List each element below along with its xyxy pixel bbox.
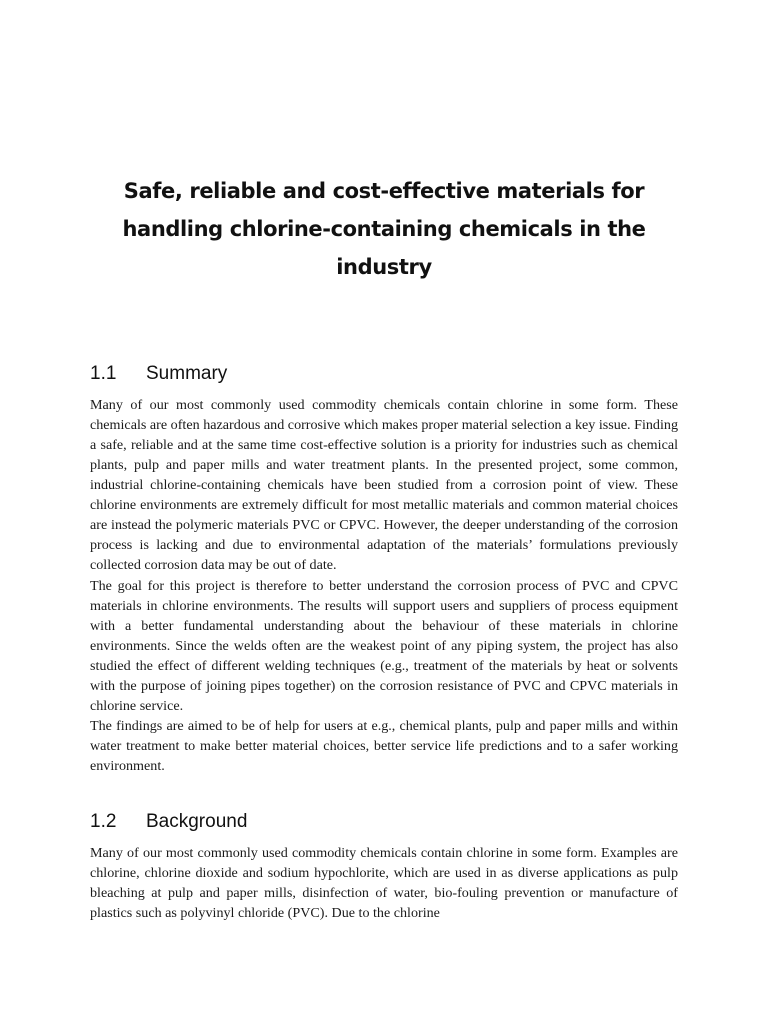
summary-paragraph: The findings are aimed to be of help for users at e.g., chemical plants, pulp and paper mills and within water treatment to make better material choices, better service life predictions and to a safer working environment. bbox=[90, 718, 678, 774]
section-heading-text: Summary bbox=[146, 363, 228, 384]
summary-paragraph: Many of our most commonly used commodity chemicals contain chlorine in some form. These chemicals are often hazardous and corrosive which makes proper material selection a key issue. Finding a safe, reliable and at the same time cost-effective solution is a priority for industries such as chemical plants, pulp and paper mills and water treatment plants. In the presented project, some common, industrial chlorine-containing chemicals have been studied from a corrosion point of view. These chlorine environments are extremely difficult for most metallic materials and common material choices are instead the polymeric materials PVC or CPVC. However, the deeper understanding of the corrosion process is lacking and due to environmental adaptation of the materials’ formulations previously collected corrosion data may be out of date. bbox=[90, 397, 678, 573]
section-number: 1.1 bbox=[90, 363, 117, 384]
document-title: Safe, reliable and cost-effective materials for handling chlorine-containing chemicals in the industry bbox=[122, 179, 646, 279]
section-heading-text: Background bbox=[146, 811, 248, 832]
section-number: 1.2 bbox=[90, 811, 117, 832]
background-paragraph: Many of our most commonly used commodity chemicals contain chlorine in some form. Examples are chlorine, chlorine dioxide and sodium hypochlorite, which are used in as diverse applications as pulp bleaching at pulp and paper mills, disinfection of water, bio-fouling prevention or manufacture of plastics such as polyvinyl chloride (PVC). Due to the chlorine bbox=[90, 845, 678, 921]
summary-paragraph: The goal for this project is therefore to better understand the corrosion process of PVC and CPVC materials in chlorine environments. The results will support users and suppliers of process equipment with a better fundamental understanding about the behaviour of these materials in chlorine environments. Since the welds often are the weakest point of any piping system, the project has also studied the effect of different welding techniques (e.g., treatment of the materials by heat or solvents with the purpose of joining pipes together) on the corrosion resistance of PVC and CPVC materials in chlorine service. bbox=[90, 578, 678, 714]
section-heading-background bbox=[90, 810, 247, 834]
section-heading-summary bbox=[90, 362, 227, 386]
